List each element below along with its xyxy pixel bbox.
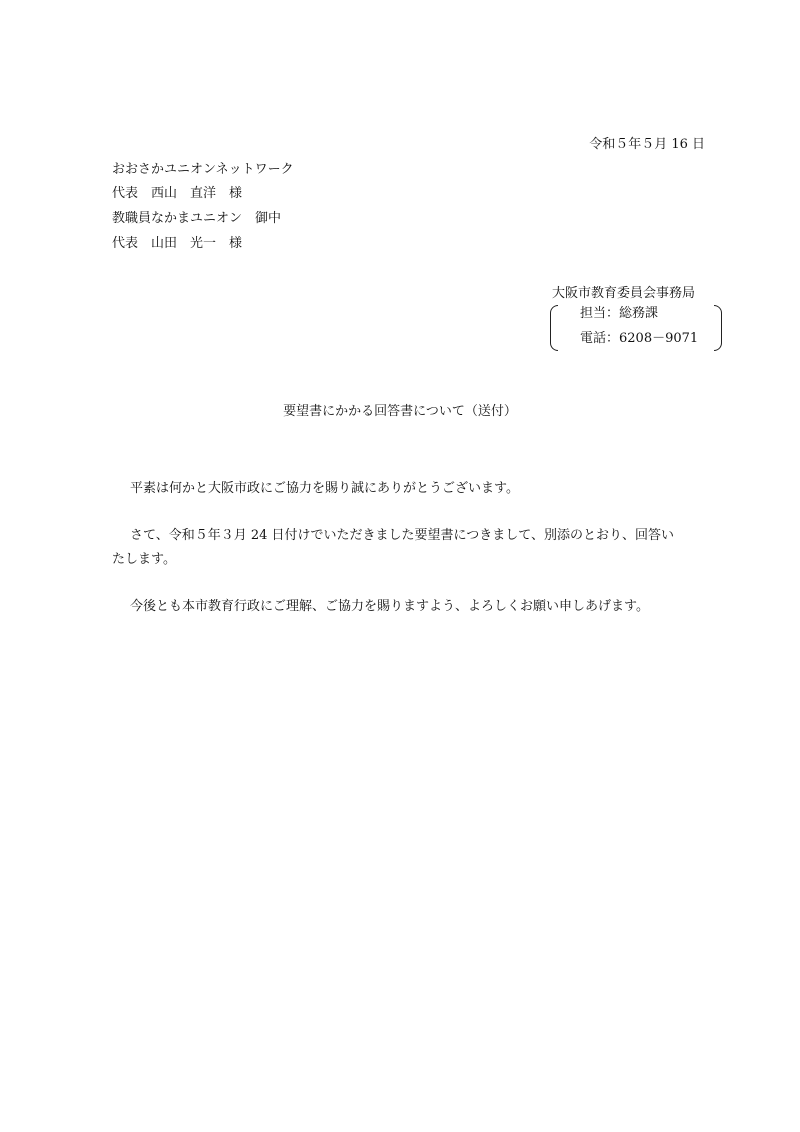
body-paragraph: 今後とも本市教育行政にご理解、ご協力を賜りますよう、よろしくお願い申しあげます。 (130, 599, 649, 614)
sender-phone: 電話：6208－9071 (580, 331, 699, 346)
document-subject: 要望書にかかる回答書について（送付） (283, 404, 517, 419)
right-bracket (714, 305, 722, 351)
body-paragraph: 平素は何かと大阪市政にご協力を賜り誠にありがとうございます。 (130, 481, 519, 496)
document-date: 令和５年５月 16 日 (589, 137, 705, 152)
left-bracket (550, 305, 558, 351)
recipient-line: 代表 山田 光一 様 (112, 236, 243, 251)
sender-organization: 大阪市教育委員会事務局 (552, 286, 696, 301)
recipient-line: おおさかユニオンネットワーク (112, 162, 294, 177)
sender-department: 担当：総務課 (580, 306, 659, 321)
body-paragraph: さて、令和５年３月 24 日付けでいただきました要望書につきまして、別添のとおり、回答い (130, 528, 675, 543)
sender-contact-block (550, 305, 722, 351)
body-paragraph-continuation: たします。 (112, 552, 176, 567)
recipient-line: 代表 西山 直洋 様 (112, 186, 243, 201)
recipient-line: 教職員なかまユニオン 御中 (112, 211, 282, 226)
